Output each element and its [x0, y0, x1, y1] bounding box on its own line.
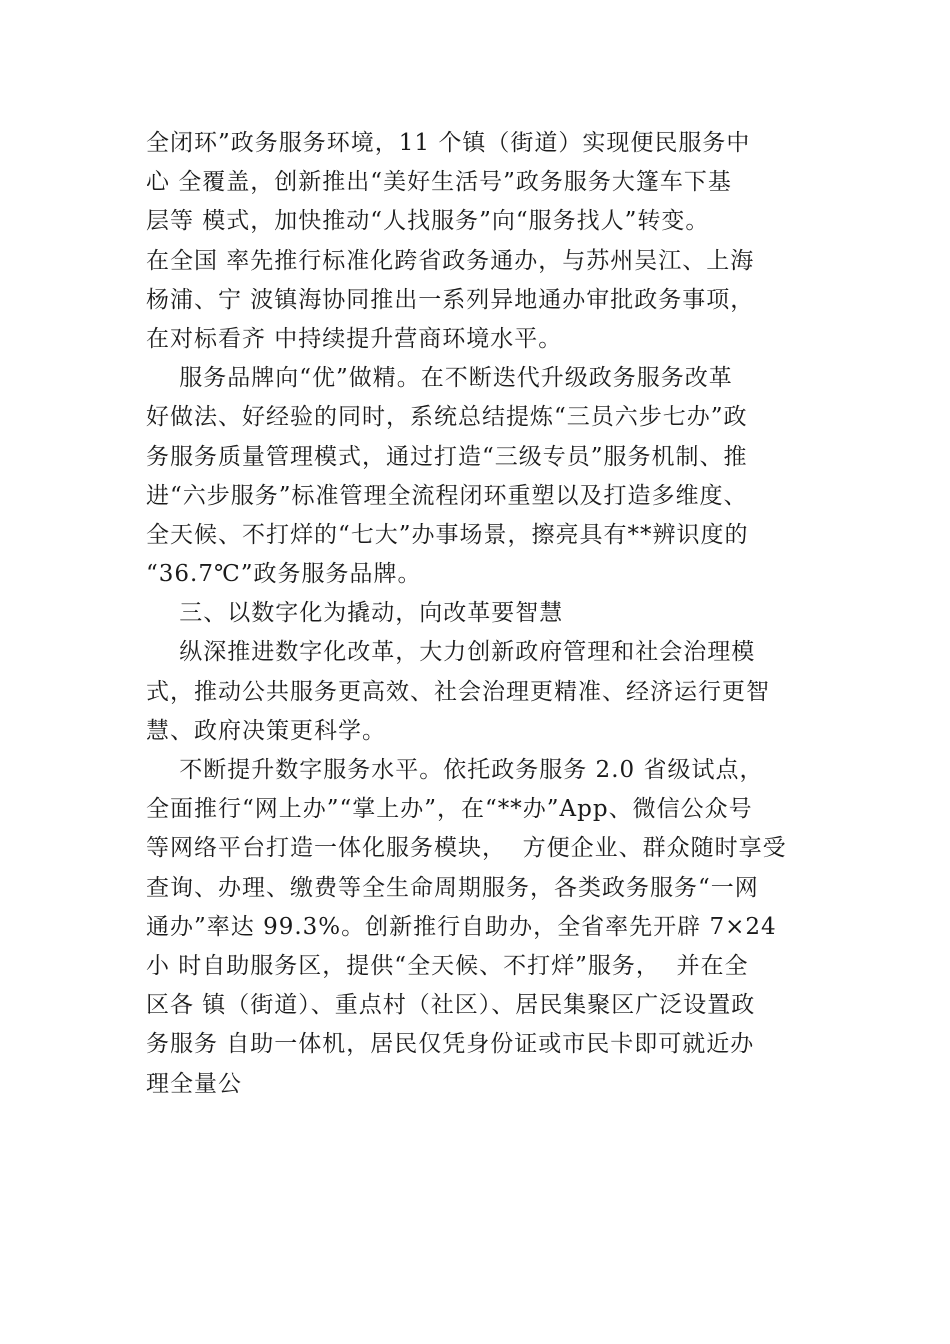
text-line: 等网络平台打造一体化服务模块， 方便企业、群众随时享受 — [146, 835, 787, 862]
text-line: 务服务 自助一体机，居民仅凭身份证或市民卡即可就近办 — [146, 1031, 755, 1058]
text-line: 进“六步服务”标准管理全流程闭环重塑以及打造多维度、 — [146, 482, 748, 509]
text-line: 理全量公 — [146, 1070, 242, 1097]
text-line: 全天候、不打烊的“七大”办事场景，擦亮具有**辨识度的 — [146, 521, 749, 548]
text-line: 在对标看齐 中持续提升营商环境水平。 — [146, 325, 563, 352]
text-line: 区各 镇（街道）、重点村（社区）、居民集聚区广泛设置政 — [146, 992, 756, 1019]
text-line: 式，推动公共服务更高效、社会治理更精准、经济运行更智 — [146, 678, 770, 705]
text-line: 好做法、好经验的同时，系统总结提炼“三员六步七办”政 — [146, 404, 748, 431]
text-line: 小 时自助服务区，提供“全天候、不打烊”服务， 并在全 — [146, 952, 749, 979]
text-line: “36.7℃”政务服务品牌。 — [146, 561, 422, 588]
text-line: 不断提升数字服务水平。依托政务服务 2.0 省级试点， — [146, 757, 764, 783]
text-line: 层等 模式，加快推动“人找服务”向“服务找人”转变。 — [146, 208, 710, 235]
text-line: 心 全覆盖，创新推出“美好生活号”政务服务大篷车下基 — [146, 169, 732, 196]
text-line: 全面推行“网上办”“掌上办”，在“**办”App、微信公众号 — [146, 796, 753, 823]
text-line: 查询、办理、缴费等全生命周期服务，各类政务服务“一网 — [146, 874, 759, 901]
section-heading: 三、以数字化为撬动，向改革要智慧 — [146, 600, 564, 627]
text-line: 全闭环”政务服务环境，11 个镇（街道）实现便民服务中 — [146, 130, 751, 156]
text-line: 务服务质量管理模式，通过打造“三级专员”服务机制、推 — [146, 443, 748, 470]
text-line: 通办”率达 99.3%。创新推行自助办，全省率先开辟 7×24 — [146, 913, 777, 940]
document-body — [146, 124, 818, 1104]
text-line: 纵深推进数字化改革，大力创新政府管理和社会治理模 — [146, 639, 756, 666]
text-line: 杨浦、宁 波镇海协同推出一系列异地通办审批政务事项， — [146, 286, 755, 313]
text-line: 慧、政府决策更科学。 — [146, 717, 386, 744]
text-line: 服务品牌向“优”做精。在不断迭代升级政务服务改革 — [146, 365, 733, 392]
text-line: 在全国 率先推行标准化跨省政务通办，与苏州吴江、上海 — [146, 247, 755, 274]
